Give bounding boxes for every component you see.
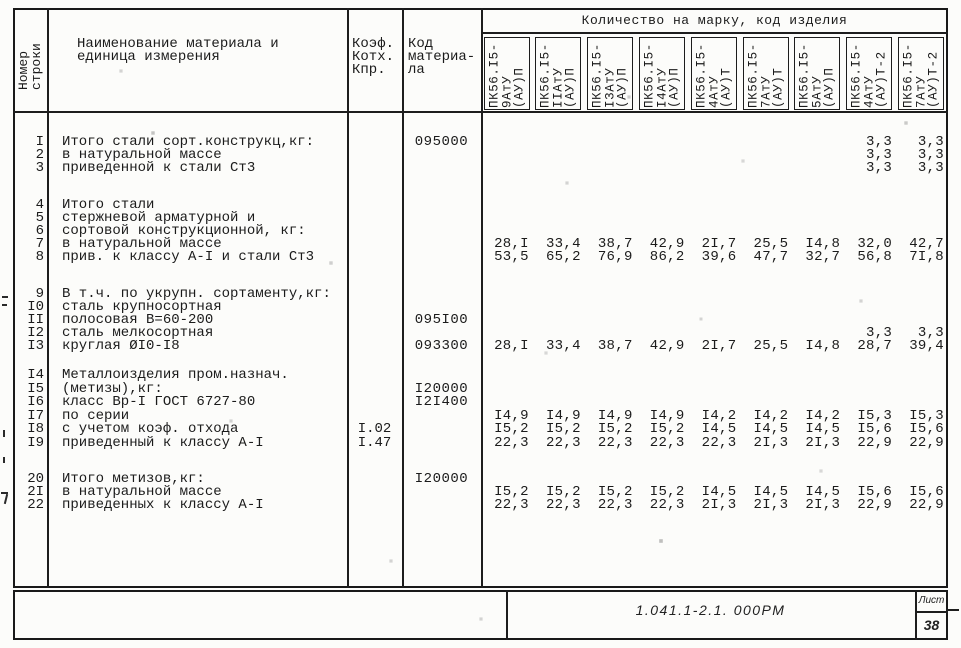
value-cell: 47,7	[753, 249, 789, 265]
table-row	[0, 340, 961, 353]
row-number-cell: I4	[27, 367, 44, 383]
scan-mark	[3, 430, 5, 437]
material-name-cell: Металлоизделия пром.назнач.	[62, 367, 289, 383]
value-cell	[585, 136, 637, 149]
product-code-line: (АУ)Т-2	[926, 50, 941, 108]
row-number-cell: 8	[35, 249, 44, 265]
value-cell	[481, 149, 533, 162]
value-cell: I4,5	[753, 484, 789, 500]
product-code-line: (АУ)П	[511, 66, 526, 108]
product-code-rotated-text	[643, 40, 681, 108]
product-code-line: (АУ)П	[615, 66, 630, 108]
value-cell: 3,3	[866, 160, 893, 176]
value-cell: 22,3	[597, 435, 633, 451]
row-label-line: строки	[29, 43, 44, 90]
value-cell: 28,7	[857, 338, 893, 354]
value-cell: 2I,3	[805, 497, 841, 513]
row-number-cell: I0	[27, 299, 44, 315]
product-code-rotated-text	[799, 40, 837, 108]
material-code-cell: 095000	[414, 134, 469, 150]
value-cell: I4,9	[494, 407, 529, 424]
value-cell	[585, 162, 637, 175]
value-cell: 22,9	[857, 435, 893, 451]
material-name-cell: сталь мелкосортная	[62, 325, 214, 341]
value-cell	[533, 136, 585, 149]
value-cell: 3,3	[866, 134, 893, 150]
value-cell: I5,6	[909, 484, 945, 500]
row-number-cell: 2	[35, 147, 44, 163]
row-number-cell: I7	[27, 407, 44, 424]
product-code-rotated-text	[488, 40, 526, 108]
value-cell: 3,3	[917, 134, 945, 150]
product-code-line: (АУ)Т-2	[874, 50, 889, 108]
value-cells	[481, 251, 948, 264]
product-code-line: ПК56.I5-	[901, 42, 916, 108]
material-name-cell: круглая ØI0-I8	[62, 338, 180, 354]
koef-cell: I.02	[357, 421, 392, 438]
value-cell: 25,5	[753, 236, 789, 252]
value-cell: 38,7	[597, 236, 633, 252]
value-cell	[481, 136, 533, 149]
value-cell: 39,4	[909, 338, 945, 354]
value-cell: I4,9	[649, 407, 685, 424]
material-name-cell: в натуральной массе	[62, 236, 222, 252]
value-cell: I5,2	[597, 421, 633, 438]
value-cell: 2I,3	[701, 497, 737, 513]
value-cell: I5,2	[494, 484, 529, 500]
product-column-header	[846, 37, 892, 110]
scan-mark	[2, 296, 8, 298]
value-cell	[481, 162, 533, 175]
material-code-cell: I2I400	[414, 394, 469, 411]
value-cell: 28,I	[494, 236, 529, 252]
value-cell: 3,3	[917, 325, 945, 341]
product-column-header	[535, 37, 581, 110]
value-cell	[689, 149, 741, 162]
value-cell: I5,6	[857, 421, 893, 438]
row-number-cell: 7	[35, 236, 44, 252]
table-row	[0, 162, 961, 175]
value-cell: I5,2	[597, 484, 633, 500]
material-name-cell: Итого стали	[62, 197, 155, 213]
value-cell: 22,9	[909, 497, 945, 513]
product-code-rotated-text	[540, 40, 578, 108]
product-code-line: ПК56.I5-	[486, 42, 501, 108]
value-cell: I5,2	[494, 421, 529, 438]
row-number-cell: I3	[27, 338, 44, 354]
value-cell	[689, 136, 741, 149]
material-name-cell: сталь крупносортная	[62, 299, 222, 315]
value-cell: I4,5	[805, 484, 841, 500]
koef-column-header: Коэф. Котх. Кпр.	[352, 36, 395, 78]
value-cell: 2I,3	[753, 435, 789, 451]
material-name-cell: полосовая В=60-200	[62, 312, 214, 328]
value-cell	[637, 162, 689, 175]
value-cell	[689, 162, 741, 175]
product-code-line: (АУ)П	[822, 66, 837, 108]
material-code-cell: I20000	[414, 380, 469, 397]
value-cell: I4,2	[805, 407, 841, 424]
product-code-line: 5АтУ	[810, 75, 825, 108]
product-code-line: 4АтУ	[706, 75, 721, 108]
value-cell	[533, 149, 585, 162]
row-number-cell: I9	[27, 435, 44, 451]
material-name-cell: прив. к классу А-I и стали Ст3	[62, 249, 315, 265]
value-cell: I4,5	[701, 484, 737, 500]
product-code-rotated-text	[850, 40, 888, 108]
material-name-cell: с учетом коэф. отхода	[62, 421, 239, 438]
product-code-line: ПК56.I5-	[849, 42, 864, 108]
row-number-cell: 5	[35, 210, 44, 226]
row-number-cell: I2	[27, 325, 44, 341]
material-name-cell: в натуральной массе	[62, 484, 222, 500]
material-name-cell: В т.ч. по укрупн. сортаменту,кг:	[62, 286, 331, 302]
value-cell: 42,7	[909, 236, 945, 252]
material-name-cell: сортовой конструкционной, кг:	[62, 223, 306, 239]
value-cell	[637, 149, 689, 162]
product-code-line: 4АтУ	[861, 75, 876, 108]
row-number-cell: 4	[35, 197, 44, 213]
value-cell: I4,5	[701, 421, 737, 438]
value-cell: 86,2	[649, 249, 685, 265]
value-cell: 2I,3	[805, 435, 841, 451]
value-cell: I4,8	[805, 236, 841, 252]
product-code-line: (АУ)Т	[718, 66, 733, 108]
value-cell: 38,7	[597, 338, 633, 354]
row-number-column-header	[13, 8, 47, 112]
product-column-header	[639, 37, 685, 110]
value-cell: 22,3	[649, 435, 685, 451]
row-number-cell: I	[35, 134, 44, 150]
value-cell: I5,2	[545, 421, 581, 438]
product-code-rotated-text	[902, 40, 940, 108]
value-cell	[585, 149, 637, 162]
value-cell: 22,3	[494, 435, 529, 451]
value-cell: 7I,8	[909, 249, 945, 265]
scan-mark	[2, 304, 7, 306]
header-bottom-rule	[13, 111, 948, 113]
scan-speckles	[0, 0, 2, 2]
value-cell: 3,3	[917, 160, 945, 176]
product-code-line: (АУ)П	[667, 66, 682, 108]
value-cell: I4,5	[805, 421, 841, 438]
material-name-cell: в натуральной массе	[62, 147, 222, 163]
row-number-cell: II	[27, 312, 44, 328]
value-cell	[792, 162, 844, 175]
row-label-line: Номер	[16, 50, 31, 90]
value-cell: I5,6	[857, 484, 893, 500]
value-cell: 3,3	[917, 147, 945, 163]
row-number-cell: 22	[27, 497, 44, 513]
value-cell: 22,3	[701, 435, 737, 451]
material-name-cell: Итого метизов,кг:	[62, 471, 205, 487]
value-cell: 22,3	[545, 497, 581, 513]
row-number-cell: 6	[35, 223, 44, 239]
value-cells	[481, 437, 948, 450]
value-cell: I5,6	[909, 421, 945, 438]
material-name-cell: Итого стали сорт.конструкц,кг:	[62, 134, 315, 150]
value-cell: 2I,7	[701, 338, 737, 354]
value-cell: I4,2	[701, 407, 737, 424]
koef-cell: I.47	[357, 435, 392, 451]
product-code-line: IIАтУ	[551, 66, 566, 108]
product-code-line: ПК56.I5-	[538, 42, 553, 108]
value-cell: 42,9	[649, 338, 685, 354]
value-cell	[740, 149, 792, 162]
sheet-number: 38	[923, 617, 940, 633]
value-cell: 22,3	[494, 497, 529, 513]
product-column-header	[898, 37, 944, 110]
value-cell	[637, 136, 689, 149]
material-name-column-header: Наименование материала и единица измерения	[77, 36, 279, 65]
value-cell: 2I,3	[753, 497, 789, 513]
value-cell: 42,9	[649, 236, 685, 252]
document-number: 1.041.1-2.1. 000РМ	[635, 602, 786, 618]
value-cell	[533, 162, 585, 175]
value-cell: 32,7	[805, 249, 841, 265]
value-cell: 32,0	[857, 236, 893, 252]
product-code-line: I3АтУ	[602, 66, 617, 108]
value-cell: 39,6	[701, 249, 737, 265]
product-code-line: 7АтУ	[758, 75, 773, 108]
product-code-line: 7АтУ	[913, 75, 928, 108]
value-cell: I5,2	[545, 484, 581, 500]
value-cell: I4,2	[753, 407, 789, 424]
material-name-cell: класс Вр-I ГОСТ 6727-80	[62, 394, 256, 411]
border-tick	[946, 609, 959, 611]
product-code-line: ПК56.I5-	[642, 42, 657, 108]
material-code-cell: 093300	[414, 338, 469, 354]
value-cell: I4,9	[545, 407, 581, 424]
material-name-cell: приведенный к классу А-I	[62, 435, 264, 451]
value-cell: 53,5	[494, 249, 529, 265]
value-cells	[481, 162, 948, 175]
product-code-rotated-text	[695, 40, 733, 108]
material-name-cell: (метизы),кг:	[62, 380, 163, 397]
product-code-line: (АУ)П	[563, 66, 578, 108]
value-cell: 22,9	[857, 497, 893, 513]
value-cell: 28,I	[494, 338, 529, 354]
row-number-cell: 9	[35, 286, 44, 302]
value-cell: 3,3	[866, 147, 893, 163]
product-code-line: (АУ)Т	[770, 66, 785, 108]
product-code-line: 9АтУ	[499, 75, 514, 108]
row-number-cell: 3	[35, 160, 44, 176]
value-cell	[740, 162, 792, 175]
product-column-header	[794, 37, 840, 110]
value-cell: 33,4	[545, 338, 581, 354]
value-cell: 65,2	[545, 249, 581, 265]
value-cell: I4,5	[753, 421, 789, 438]
value-cell: I5,3	[909, 407, 945, 424]
sheet-label: Лист	[918, 595, 945, 606]
value-cell: I4,8	[805, 338, 841, 354]
value-cell: I5,2	[649, 421, 685, 438]
value-cell: 22,3	[545, 435, 581, 451]
row-number-cell: 20	[27, 471, 44, 487]
material-code-cell: I20000	[414, 471, 469, 487]
row-number-cell: I6	[27, 394, 44, 411]
product-code-rotated-text	[591, 40, 629, 108]
material-name-cell: по серии	[62, 407, 130, 424]
product-code-line: I4АтУ	[654, 66, 669, 108]
product-column-header	[743, 37, 789, 110]
code-column-header: Код материа- ла	[408, 36, 476, 78]
value-cells	[481, 340, 948, 353]
material-code-cell: 095I00	[414, 312, 469, 328]
value-cell: I4,9	[597, 407, 633, 424]
material-name-cell: приведенной к стали Ст3	[62, 160, 256, 176]
value-cell	[740, 136, 792, 149]
row-number-cell: I5	[27, 380, 44, 397]
value-cell: 22,3	[597, 497, 633, 513]
product-code-line: ПК56.I5-	[745, 42, 760, 108]
product-code-line: ПК56.I5-	[693, 42, 708, 108]
scan-mark	[3, 457, 5, 463]
product-column-header	[484, 37, 530, 110]
table-row	[0, 437, 961, 450]
value-cell: 22,9	[909, 435, 945, 451]
product-code-line: ПК56.I5-	[590, 42, 605, 108]
product-column-header	[691, 37, 737, 110]
value-cell: 2I,7	[701, 236, 737, 252]
value-cell: 33,4	[545, 236, 581, 252]
table-row	[0, 251, 961, 264]
product-column-header	[587, 37, 633, 110]
qty-title-rule	[481, 32, 948, 34]
value-cell: 76,9	[597, 249, 633, 265]
material-name-cell: приведенных к классу А-I	[62, 497, 264, 513]
row-number-cell: I8	[27, 421, 44, 438]
value-cell: 22,3	[649, 497, 685, 513]
value-cell: I5,2	[649, 484, 685, 500]
quantity-title: Количество на марку, код изделия	[581, 13, 848, 28]
material-name-cell: стержневой арматурной и	[62, 210, 256, 226]
value-cell: 56,8	[857, 249, 893, 265]
value-cell: 25,5	[753, 338, 789, 354]
value-cells	[481, 499, 948, 512]
value-cell	[792, 136, 844, 149]
row-number-cell: 2I	[27, 484, 44, 500]
product-code-line: ПК56.I5-	[797, 42, 812, 108]
value-cell: 3,3	[866, 325, 893, 341]
value-cell	[792, 149, 844, 162]
table-row	[0, 499, 961, 512]
product-code-rotated-text	[747, 40, 785, 108]
value-cell: I5,3	[857, 407, 893, 424]
